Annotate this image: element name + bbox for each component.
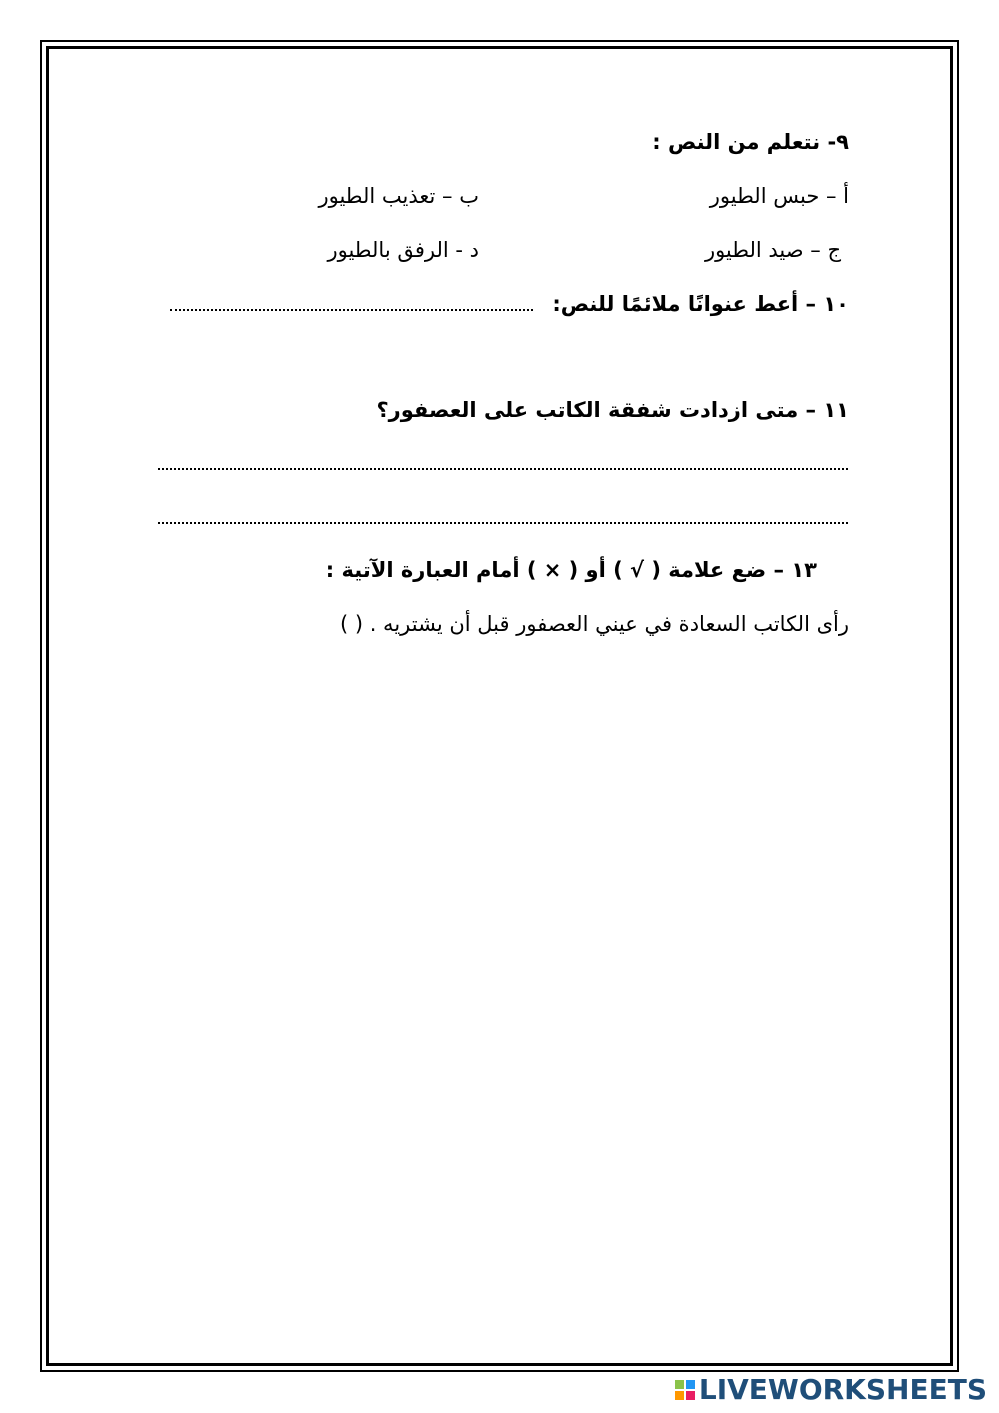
question-10-title: ١٠ – أعط عنوانًا ملائمًا للنص: (552, 292, 849, 316)
question-9-option-c[interactable]: ج – صيد الطيور (704, 238, 841, 262)
liveworksheets-logo (675, 1375, 987, 1405)
question-9-title: ٩- نتعلم من النص : (652, 130, 849, 154)
question-9-option-a[interactable]: أ – حبس الطيور (709, 184, 849, 208)
question-10-answer-field[interactable] (170, 309, 533, 311)
question-11-answer-line-2[interactable] (158, 522, 848, 524)
liveworksheets-brand-text: LIVEWORKSHEETS (698, 1373, 987, 1406)
question-13-title: ١٣ – ضع علامة ( √ ) أو ( × ) أمام العبارة الآتية : (325, 558, 817, 582)
question-11-title: ١١ – متى ازدادت شفقة الكاتب على العصفور؟ (376, 398, 849, 422)
question-9-option-b[interactable]: ب – تعذيب الطيور (318, 184, 479, 208)
question-11-answer-line-1[interactable] (158, 468, 848, 470)
question-13-statement[interactable]: رأى الكاتب السعادة في عيني العصفور قبل أن يشتريه . ( ) (339, 612, 849, 636)
liveworksheets-logo-icon (675, 1380, 695, 1400)
question-9-option-d[interactable]: د - الرفق بالطيور (327, 238, 479, 262)
